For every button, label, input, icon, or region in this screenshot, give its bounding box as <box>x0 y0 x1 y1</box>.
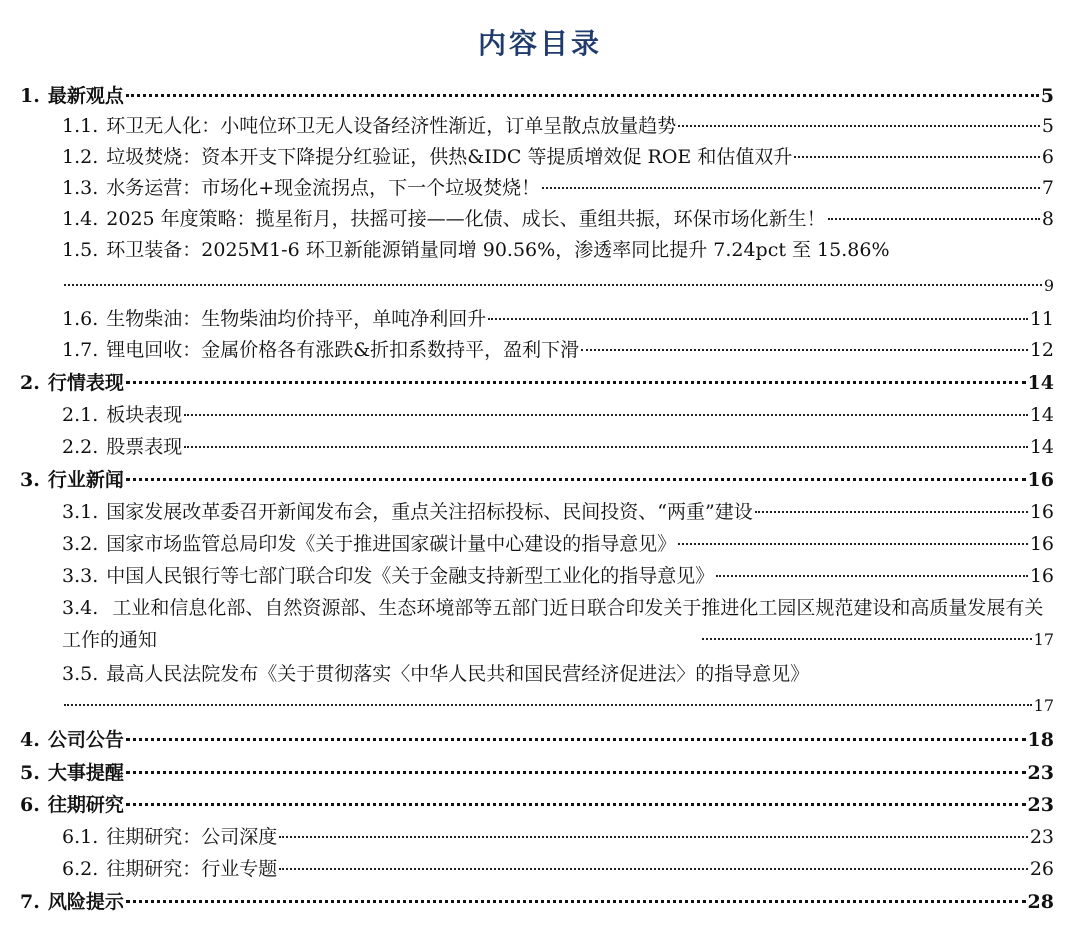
toc-entry-number: 3.4. <box>62 597 99 619</box>
dot-leader <box>126 94 1039 97</box>
toc-entry-title: 往期研究：公司深度 <box>106 826 278 848</box>
dot-leader <box>828 218 1040 220</box>
toc-entry-title: 工业和信息化部、自然资源部、生态环境部等五部门近日联合印发关于推进化工园区规范建设和高质量发展有关工作的通知 <box>62 597 1044 651</box>
toc-entry-3-3[interactable] <box>62 560 1054 592</box>
toc-entry-page: 11 <box>1029 308 1054 330</box>
toc-entry-6[interactable] <box>20 789 1054 821</box>
toc-entry-number: 3.2. <box>62 533 99 555</box>
toc-entry-page: 14 <box>1027 372 1054 394</box>
toc-entry-1-2[interactable] <box>62 141 1054 173</box>
toc-entry-3[interactable] <box>20 464 1054 496</box>
toc-entry-title: 垃圾焚烧：资本开支下降提分红验证，供热&IDC 等提质增效促 ROE 和估值双升 <box>106 146 793 168</box>
toc-entry-page: 6 <box>1041 146 1054 168</box>
toc-entry-3-4-continuation[interactable] <box>700 624 1054 656</box>
toc-entry-3-5-continuation[interactable] <box>62 690 1054 722</box>
dot-leader <box>126 738 1026 741</box>
toc-entry-title: 锂电回收：金属价格各有涨跌&折扣系数持平，盈利下滑 <box>106 339 580 361</box>
toc-entry-2[interactable] <box>20 367 1054 399</box>
toc-entry-number: 6.1. <box>62 826 99 848</box>
toc-entry-number: 3. <box>20 469 40 491</box>
toc-entry-page: 26 <box>1029 858 1054 880</box>
toc-entry-title: 中国人民银行等七部门联合印发《关于金融支持新型工业化的指导意见》 <box>106 565 715 587</box>
toc-entry-page: 8 <box>1041 208 1054 230</box>
toc-entry-title: 大事提醒 <box>47 762 124 784</box>
toc-entry-page: 17 <box>1033 696 1054 715</box>
toc-entry-number: 1. <box>20 85 40 107</box>
toc-entry-4[interactable] <box>20 724 1054 756</box>
toc-entry-number: 2.1. <box>62 404 99 426</box>
toc-entry-5[interactable] <box>20 757 1054 789</box>
toc-entry-number: 6. <box>20 794 40 816</box>
toc-entry-page: 5 <box>1041 115 1054 137</box>
dot-leader <box>542 187 1040 189</box>
toc-entry-page: 16 <box>1027 469 1054 491</box>
dot-leader <box>126 771 1026 774</box>
toc-entry-page: 14 <box>1029 404 1054 426</box>
toc-entry-page: 16 <box>1029 501 1054 523</box>
dot-leader <box>279 836 1028 838</box>
toc-entry-3-1[interactable] <box>62 496 1054 528</box>
toc-entry-number: 1.7. <box>62 339 99 361</box>
toc-entry-title: 股票表现 <box>106 436 183 458</box>
toc-title: 内容目录 <box>477 27 602 60</box>
toc-entry-number: 2. <box>20 372 40 394</box>
toc-entry-title: 往期研究：行业专题 <box>106 858 278 880</box>
toc-entry-title: 生物柴油：生物柴油均价持平，单吨净利回升 <box>106 308 487 330</box>
dot-leader <box>678 125 1040 127</box>
dot-leader <box>64 284 1042 286</box>
toc-entry-title: 最高人民法院发布《关于贯彻落实〈中华人民共和国民营经济促进法〉的指导意见》 <box>106 663 810 685</box>
toc-entry-page: 23 <box>1027 794 1054 816</box>
toc-entry-title: 环卫装备：2025M1-6 环卫新能源销量同增 90.56%，渗透率同比提升 7.24pct 至 15.86% <box>106 239 890 261</box>
dot-leader <box>184 446 1028 448</box>
toc-entry-page: 18 <box>1027 729 1054 751</box>
toc-entry-2-2[interactable] <box>62 431 1054 463</box>
toc-entry-title: 往期研究 <box>47 794 124 816</box>
toc-entry-2-1[interactable] <box>62 399 1054 431</box>
toc-entry-1-5[interactable] <box>62 234 1054 266</box>
toc-entry-title: 国家市场监管总局印发《关于推进国家碳计量中心建设的指导意见》 <box>106 533 677 555</box>
dot-leader <box>716 575 1028 577</box>
toc-entry-title: 行情表现 <box>47 372 124 394</box>
toc-entry-number: 2.2. <box>62 436 99 458</box>
toc-entry-page: 23 <box>1027 762 1054 784</box>
toc-entry-number: 3.1. <box>62 501 99 523</box>
dot-leader <box>126 900 1026 903</box>
toc-entry-number: 1.4. <box>62 208 99 230</box>
toc-entry-6-1[interactable] <box>62 821 1054 853</box>
dot-leader <box>64 704 1032 706</box>
toc-entry-title: 最新观点 <box>47 85 124 107</box>
toc-entry-number: 1.2. <box>62 146 99 168</box>
dot-leader <box>581 349 1028 351</box>
toc-entry-1-1[interactable] <box>62 110 1054 142</box>
toc-entry-1-7[interactable] <box>62 334 1054 366</box>
toc-entry-number: 4. <box>20 729 40 751</box>
toc-entry-title: 环卫无人化：小吨位环卫无人设备经济性渐近，订单呈散点放量趋势 <box>106 115 677 137</box>
dot-leader <box>126 478 1026 481</box>
toc-entry-page: 7 <box>1041 177 1054 199</box>
toc-entry-1[interactable] <box>20 80 1054 112</box>
toc-entry-page: 12 <box>1029 339 1054 361</box>
toc-entry-1-6[interactable] <box>62 303 1054 335</box>
toc-entry-title: 行业新闻 <box>47 469 124 491</box>
dot-leader <box>678 543 1028 545</box>
dot-leader <box>755 511 1028 513</box>
toc-entry-title: 公司公告 <box>47 729 124 751</box>
toc-entry-number: 1.1. <box>62 115 99 137</box>
toc-entry-title: 风险提示 <box>47 891 124 913</box>
toc-entry-title: 2025 年度策略：揽星衔月，扶摇可接——化债、成长、重组共振，环保市场化新生！ <box>106 208 826 230</box>
toc-entry-page: 16 <box>1029 565 1054 587</box>
toc-entry-page: 16 <box>1029 533 1054 555</box>
toc-entry-number: 1.5. <box>62 239 99 261</box>
toc-entry-page: 14 <box>1029 436 1054 458</box>
toc-entry-1-5-continuation[interactable] <box>62 270 1054 302</box>
dot-leader <box>184 414 1028 416</box>
toc-entry-3-2[interactable] <box>62 528 1054 560</box>
toc-entry-number: 3.3. <box>62 565 99 587</box>
dot-leader <box>279 868 1028 870</box>
dot-leader <box>126 803 1026 806</box>
toc-entry-number: 3.5. <box>62 663 99 685</box>
toc-entry-page: 23 <box>1029 826 1054 848</box>
toc-entry-page: 9 <box>1043 276 1054 295</box>
toc-entry-page: 5 <box>1040 85 1054 107</box>
toc-entry-number: 6.2. <box>62 858 99 880</box>
toc-entry-title: 水务运营：市场化+现金流拐点，下一个垃圾焚烧！ <box>106 177 541 199</box>
toc-entry-1-4[interactable] <box>62 203 1054 235</box>
toc-entry-3-5[interactable] <box>62 658 1054 690</box>
toc-entry-title: 国家发展改革委召开新闻发布会，重点关注招标投标、民间投资、“两重”建设 <box>106 501 753 523</box>
toc-entry-number: 5. <box>20 762 40 784</box>
toc-entry-1-3[interactable] <box>62 172 1054 204</box>
toc-entry-6-2[interactable] <box>62 853 1054 885</box>
toc-entry-page: 28 <box>1027 891 1054 913</box>
dot-leader <box>702 638 1032 640</box>
toc-entry-number: 7. <box>20 891 40 913</box>
toc-entry-number: 1.3. <box>62 177 99 199</box>
toc-entry-page: 17 <box>1033 630 1054 649</box>
toc-entry-7[interactable] <box>20 886 1054 918</box>
dot-leader <box>126 381 1026 384</box>
dot-leader <box>488 318 1028 320</box>
toc-entry-title: 板块表现 <box>106 404 183 426</box>
dot-leader <box>794 156 1040 158</box>
toc-entry-number: 1.6. <box>62 308 99 330</box>
